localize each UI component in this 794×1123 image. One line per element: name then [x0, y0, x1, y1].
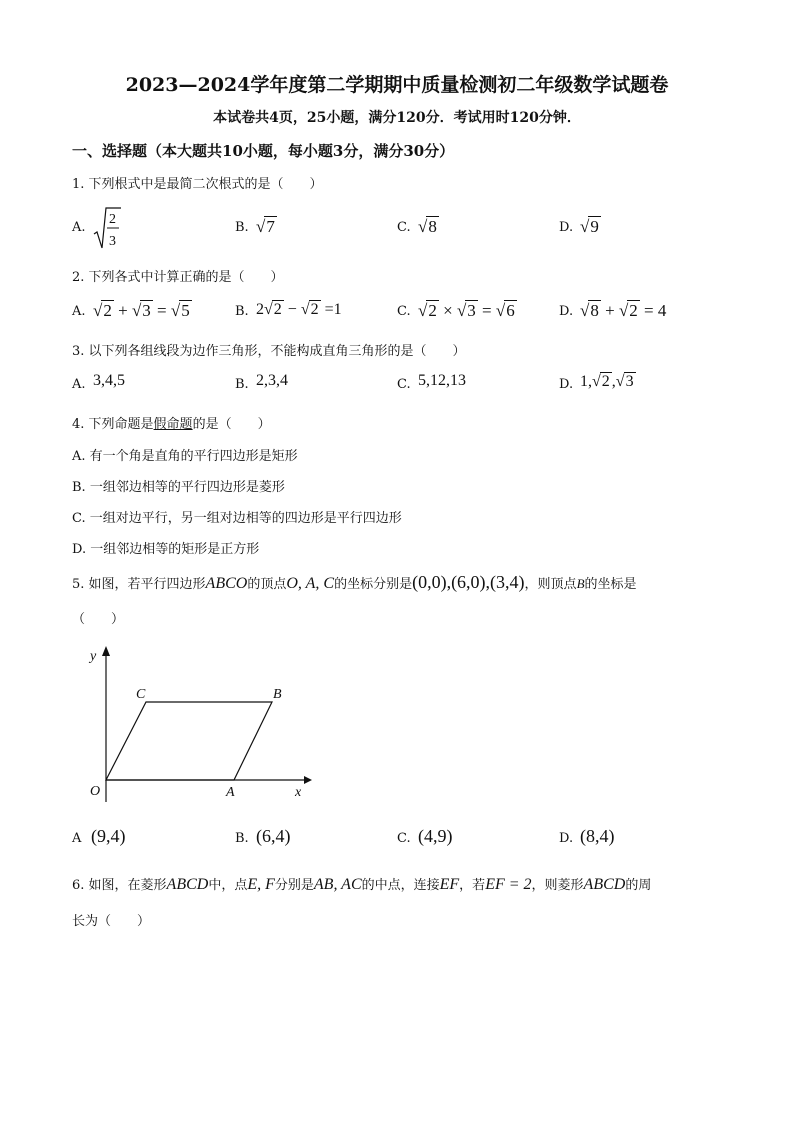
q5-option-c-label: C.: [397, 831, 411, 846]
q5-option-a-label: A: [72, 831, 82, 846]
question-6-stem: 6. 如图，在菱形ABCD中，点E, F分别是AB, AC的中点，连接EF，若EF = 2，则菱形ABCD的周: [72, 876, 652, 893]
q2-option-b-label: B.: [235, 304, 249, 319]
q5-option-b-value: (6,4): [256, 826, 291, 846]
q2-option-c-label: C.: [397, 304, 411, 319]
q5-option-d-value: (8,4): [580, 826, 615, 846]
q5-option-b-label: B.: [235, 831, 249, 846]
q4-option-d: D. 一组邻边相等的矩形是正方形: [72, 542, 260, 557]
q3-option-c-value: 5,12,13: [418, 372, 466, 389]
vertex-a-label: A: [226, 785, 235, 800]
x-axis-label: x: [295, 785, 302, 800]
q1-option-d-label: D.: [559, 220, 574, 235]
question-2-stem: 2. 下列各式中计算正确的是（ ）: [72, 270, 284, 285]
q2-option-a-label: A.: [72, 304, 86, 319]
q4-option-a: A. 有一个角是直角的平行四边形是矩形: [72, 449, 298, 464]
question-3-stem: 3. 以下列各组线段为边作三角形，不能构成直角三角形的是（ ）: [72, 344, 466, 359]
q3-option-b-label: B.: [235, 377, 249, 392]
q2-option-d-math: √8 + √2 = 4: [580, 301, 667, 320]
q1-a-denominator: 3: [109, 234, 116, 249]
q1-c-radicand: 8: [428, 217, 437, 236]
q3-option-d-math: 1,√2 ,√3: [580, 373, 634, 390]
vertex-c-label: C: [136, 687, 146, 702]
question-5-stem: 5. 如图，若平行四边形ABCO的顶点O, A, C的坐标分别是(0,0),(6,0),(3,4)，则顶点B的坐标是: [72, 572, 637, 592]
q2-option-c-math: √2 × √3 = √6: [418, 301, 515, 320]
question-1-stem: 1. 下列根式中是最简二次根式的是（ ）: [72, 177, 323, 192]
q1-option-b-math: √7: [256, 217, 275, 236]
q1-option-c-label: C.: [397, 220, 411, 235]
y-axis-label: y: [90, 649, 97, 664]
q3-option-a-value: 3,4,5: [93, 372, 125, 389]
section-heading-multiple-choice: 一、选择题（本大题共10小题，每小题3分，满分30分）: [72, 142, 455, 160]
parallelogram-abco: [106, 702, 272, 780]
question-5-paren: （ ）: [72, 612, 125, 627]
q5-option-a-value: (9,4): [91, 826, 126, 846]
q5-option-c-value: (4,9): [418, 826, 453, 846]
q3-option-d-label: D.: [559, 377, 574, 392]
q3-option-b-value: 2,3,4: [256, 372, 288, 389]
question-6-stem-line2: 长为（ ）: [72, 914, 151, 929]
vertex-o-label: O: [90, 784, 101, 799]
exam-subtitle: 本试卷共4页，25小题，满分120分．考试用时120分钟．: [213, 110, 581, 126]
q5-coordinate-figure: [72, 640, 322, 805]
q5-option-d-label: D.: [559, 831, 574, 846]
q1-option-b-label: B.: [235, 220, 249, 235]
q3-option-a-label: A.: [72, 377, 86, 392]
q2-option-a-math: √2 + √3 = √5: [93, 301, 190, 320]
y-axis-arrow-icon: [102, 646, 110, 656]
q4-underlined-keyword: 假命题: [153, 417, 193, 432]
exam-title: 2023—2024学年度第二学期期中质量检测初二年级数学试题卷: [125, 74, 669, 96]
q2-option-d-label: D.: [559, 304, 574, 319]
q4-option-b: B. 一组邻边相等的平行四边形是菱形: [72, 480, 285, 495]
q1-option-d-math: √9: [580, 217, 599, 236]
q4-option-c: C. 一组对边平行，另一组对边相等的四边形是平行四边形: [72, 511, 402, 526]
question-4-stem: 4. 下列命题是假命题的是（ ）: [72, 417, 271, 432]
q1-b-radicand: 7: [266, 217, 275, 236]
q1-option-a-label: A.: [72, 220, 86, 235]
q2-option-b-math: 2√2 − √2 =1: [256, 301, 342, 318]
q1-d-radicand: 9: [590, 217, 599, 236]
fraction-sqrt-symbol: [92, 206, 122, 250]
q1-option-c-math: √8: [418, 217, 437, 236]
q1-a-numerator: 2: [109, 212, 116, 227]
x-axis-arrow-icon: [304, 776, 312, 784]
vertex-b-label: B: [273, 687, 282, 702]
q3-option-c-label: C.: [397, 377, 411, 392]
q1-option-a-math: [92, 206, 122, 254]
